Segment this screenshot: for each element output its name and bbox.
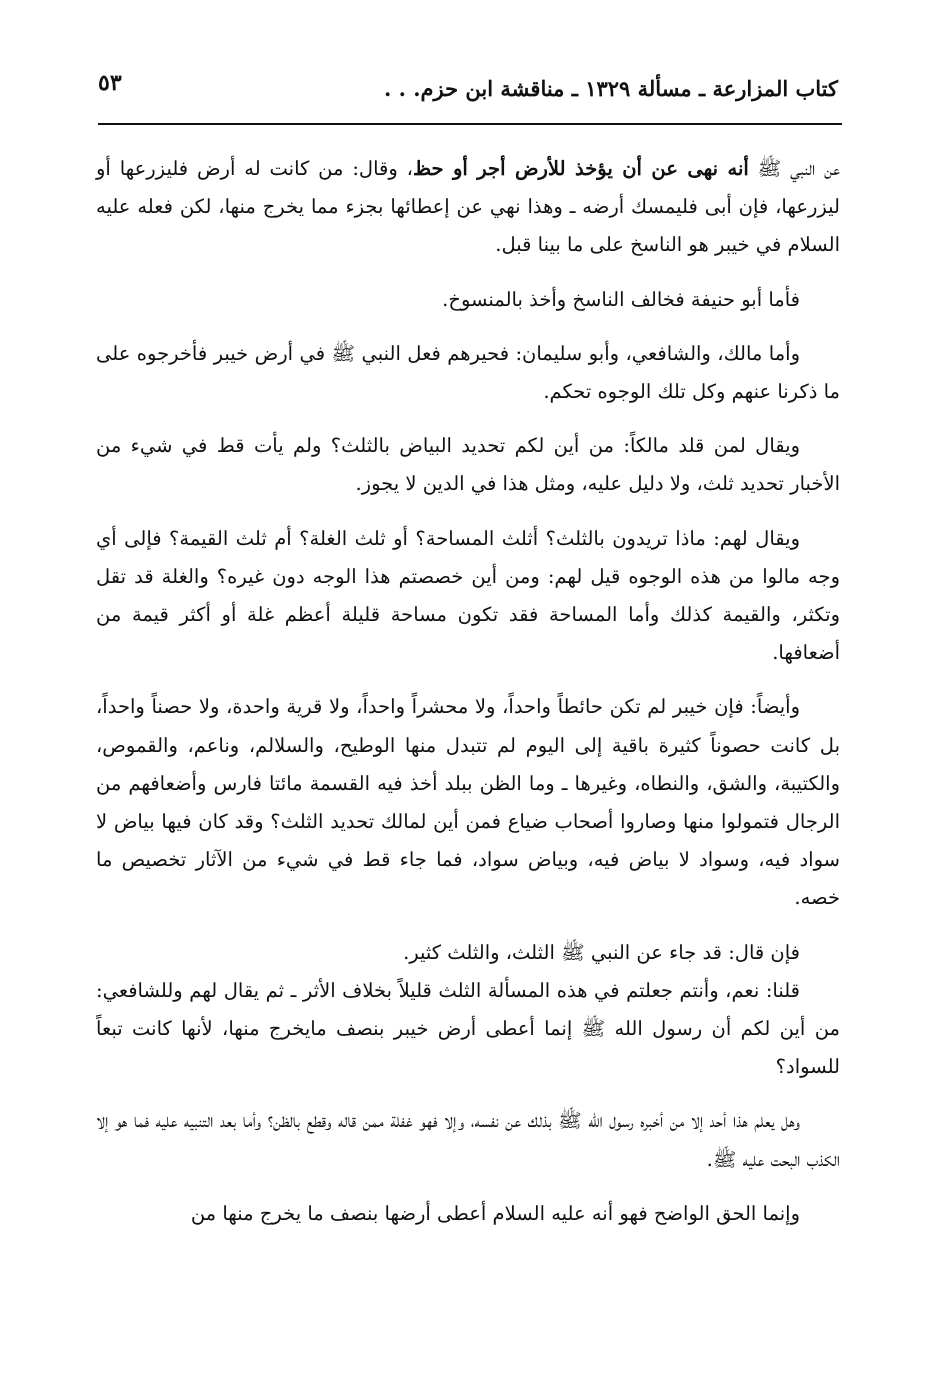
paragraph-4: ويقال لمن قلد مالكاً: من أين لكم تحديد البياض بالثلث؟ ولم يأت قط في شيء من الأخبار تحديد ثلث، ولا دليل عليه، ومثل هذا في الدين لا يجوز. bbox=[96, 434, 840, 496]
page-number: ٥٣ bbox=[98, 70, 122, 96]
paragraph-6: وأيضاً: فإن خيبر لم تكن حائطاً واحداً، ولا محشراً واحداً، ولا قرية واحدة، ولا حصناً واحداً، بل كانت حصوناً كثيرة باقية إلى اليوم لم تتبدل منها الوطيح، والسلالم، وناعم، والقموص، والكتيبة، والشق، والنطاه، وغيرها ـ وما الظن ببلد أخذ فيه القسمة مائتا فارس وأضعافهم من الرجال فتمولوا منها وصاروا أصحاب ضياع فمن أين لمالك تحديد الثلث؟ وقد كان فيها بياض لا سواد فيه، وسواد لا بياض فيه، وبياض سواد، فما جاء قط في شيء من الآثار تخصيص ما خصه. bbox=[96, 695, 840, 910]
hadith-quote: أنه نهى عن أن يؤخذ للأرض أجر أو حظ bbox=[412, 157, 749, 180]
paragraph-1-lead: عن النبي ﷺ bbox=[748, 157, 840, 180]
paragraph-8: قلنا: نعم، وأنتم جعلتم في هذه المسألة الثلث قليلاً بخلاف الأثر ـ ثم يقال لهم وللشافعي: من أين لكم أن رسول الله ﷺ إنما أعطى أرض خيبر بنصف مايخرج منها، لأنها كانت تبعاً للسواد؟ bbox=[96, 978, 840, 1079]
page-body bbox=[96, 150, 840, 1233]
paragraph-1-rest: ، وقال: من كانت له أرض فليزرعها أو ليزرعها، فإن أبى فليمسك أرضه ـ وهذا نهي عن إعطائها بجزء مما يخرج منها، لكن فعله عليه السلام في خيبر هو الناسخ على ما بينا قبل. bbox=[96, 157, 840, 257]
paragraph-7: فإن قال: قد جاء عن النبي ﷺ الثلث، والثلث كثير. bbox=[403, 940, 800, 964]
paragraph-2: فأما أبو حنيفة فخالف الناسخ وأخذ بالمنسوخ. bbox=[442, 287, 800, 311]
paragraph-5: ويقال لهم: ماذا تريدون بالثلث؟ أثلث المساحة؟ أو ثلث الغلة؟ أم ثلث القيمة؟ فإلى أي وجه مالوا من هذه الوجوه قيل لهم: ومن أين خصصتم هذا الوجه دون غيره؟ والغلة قد تقل وتكثر، والقيمة كذلك وأما المساحة فقد تكون مساحة قليلة أعظم غلة أو أكثر قيمة من أضعافها. bbox=[96, 526, 840, 665]
paragraph-10: وإنما الحق الواضح فهو أنه عليه السلام أعطى أرضها بنصف ما يخرج منها من bbox=[190, 1201, 800, 1225]
paragraph-9: وهل يعلم هذا أحد إلا من أخبره رسول الله ﷺ بذلك عن نفسه، وإلا فهو غفلة ممن قاله وقطع بالظن؟ وأما بعد التنبيه عليه فما هو إلا الكذب البحت عليه ﷺ. bbox=[96, 1109, 840, 1171]
header-title: كتاب المزارعة ـ مسألة ١٣٢٩ ـ مناقشة ابن حزم. . . bbox=[384, 76, 838, 101]
running-header bbox=[98, 70, 838, 114]
paragraph-1 bbox=[96, 150, 840, 265]
header-rule bbox=[98, 123, 842, 125]
paragraph-3: وأما مالك، والشافعي، وأبو سليمان: فحيرهم فعل النبي ﷺ في أرض خيبر فأخرجوه على ما ذكرنا عنهم وكل تلك الوجوه تحكم. bbox=[96, 341, 840, 404]
